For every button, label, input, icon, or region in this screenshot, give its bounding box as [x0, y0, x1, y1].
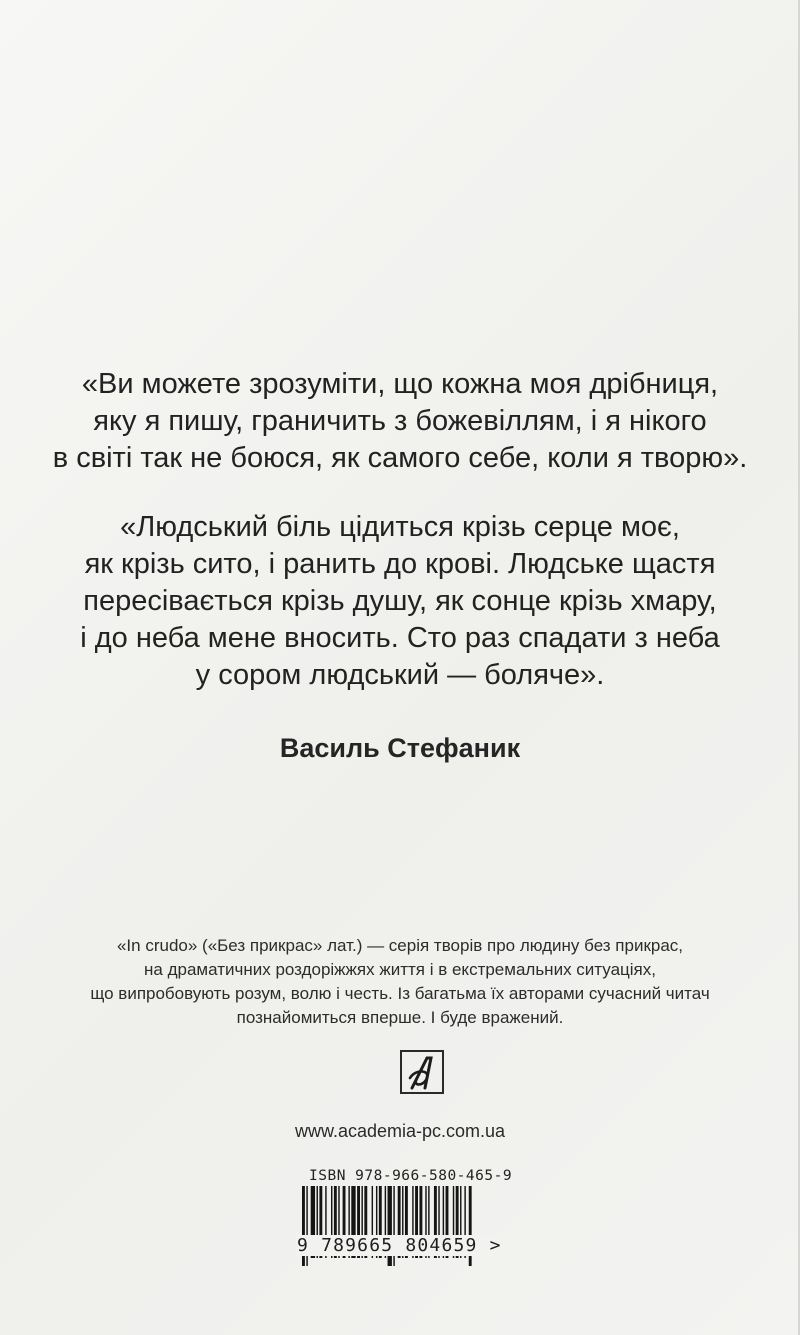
barcode-icon [296, 1186, 532, 1272]
author-name: Василь Стефаник [279, 733, 521, 763]
publisher-website: www.academia-pc.com.ua [294, 1121, 506, 1141]
publisher-logo-icon [400, 1050, 444, 1094]
barcode-number: 9 789665 804659 > [297, 1235, 502, 1256]
quote-line: в світі так не боюся, як самого себе, коли я творю». [52, 442, 748, 474]
quote-line: «Людський біль цідиться крізь серце моє, [120, 511, 680, 543]
quote-line: «Ви можете зрозуміти, що кожна моя дрібниця, [81, 368, 719, 400]
quote-line: яку я пишу, граничить з божевіллям, і я нікого [93, 405, 707, 437]
quote-second [30, 509, 770, 694]
isbn-number: ISBN 978-966-580-465-9 [309, 1168, 513, 1184]
barcode-digits [296, 1235, 556, 1256]
description-line: що випробовують розум, волю і честь. Із багатьма їх авторами сучасний читач [90, 984, 710, 1003]
quote-line: пересівається крізь душу, як сонце крізь хмару, [83, 585, 717, 617]
quote-line: і до неба мене вносить. Сто раз спадати з неба [80, 622, 720, 654]
quote-first [30, 366, 770, 477]
description-line: на драматичних роздоріжжях життя і в екстремальних ситуаціях, [144, 960, 656, 979]
quote-line: як крізь сито, і ранить до крові. Людське щастя [84, 548, 716, 580]
description-line: «In crudo» («Без прикрас» лат.) — серія творів про людину без прикрас, [116, 936, 684, 955]
quote-line: у сором людський — боляче». [195, 659, 605, 691]
series-description [40, 934, 760, 1030]
description-line: познайомиться вперше. І буде вражений. [236, 1008, 564, 1027]
